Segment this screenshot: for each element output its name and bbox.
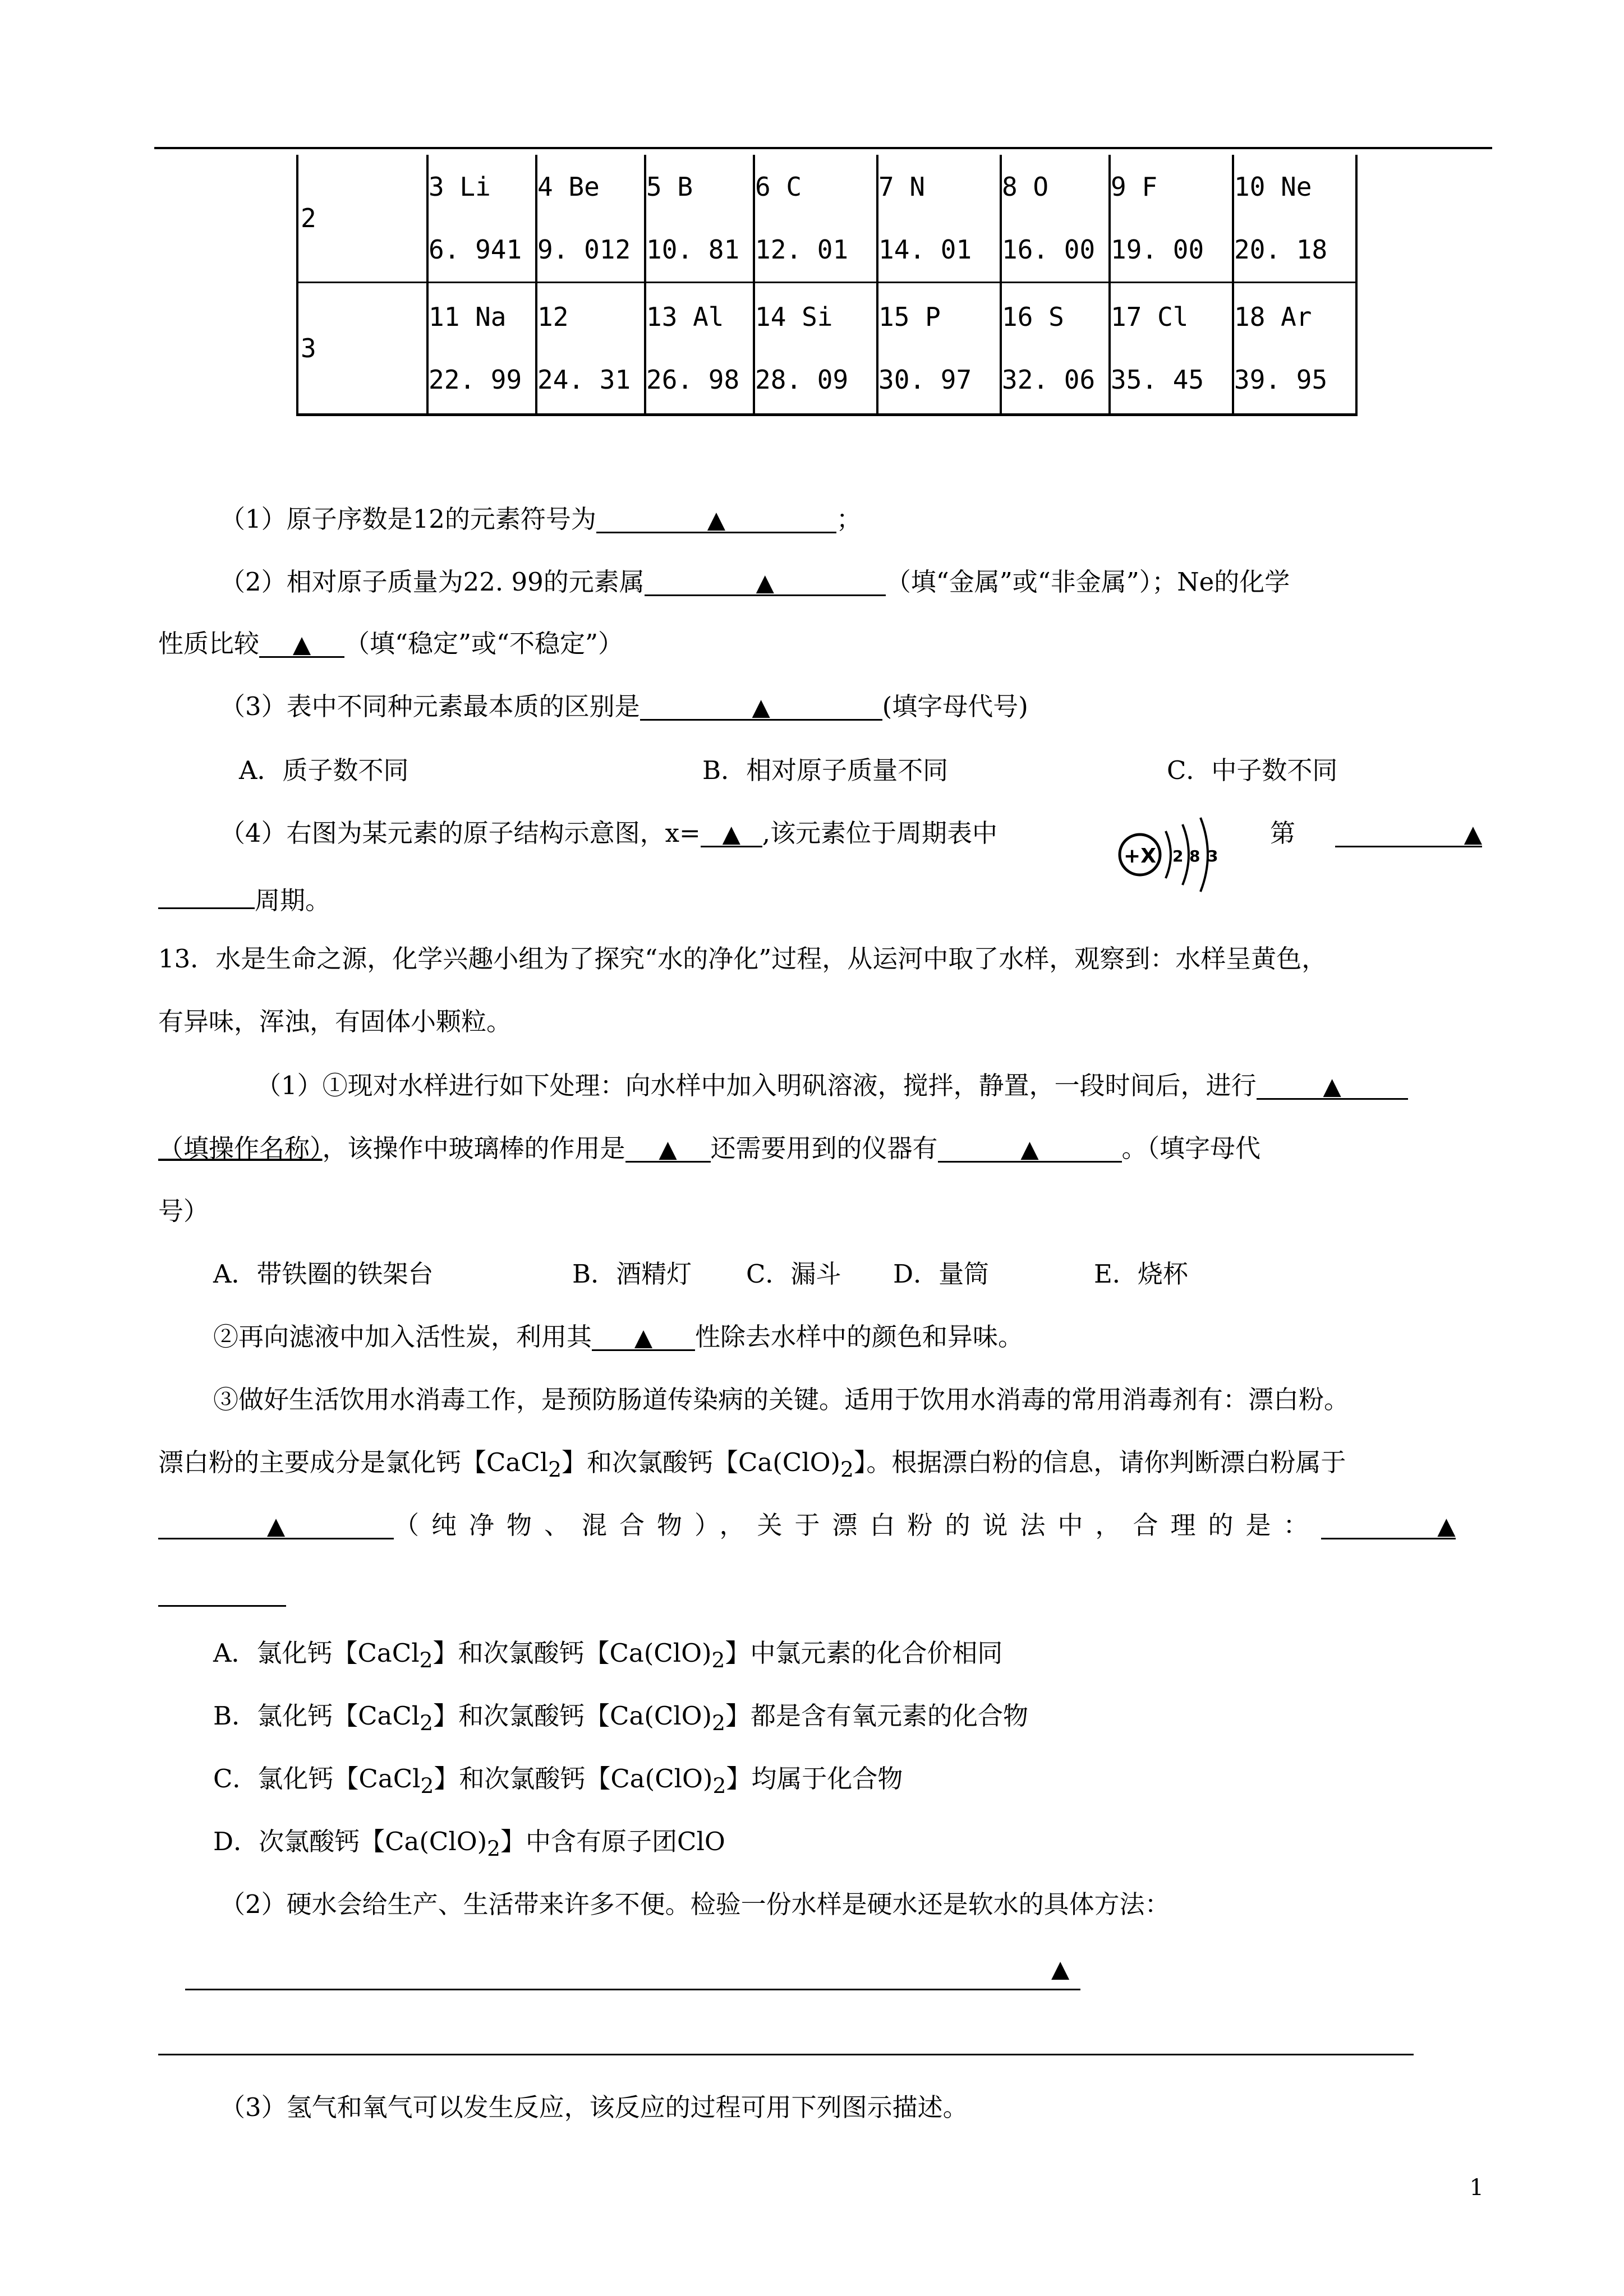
element-cell: 7 N 14. 01 xyxy=(877,155,1001,283)
shell-1-count: 2 xyxy=(1172,847,1184,865)
option: C．氯化钙【CaCl$_2$】和次氯酸钙【$Ca(ClO)_2$】均属于化合物 xyxy=(213,1764,903,1798)
q13-part1-end: 号） xyxy=(158,1196,209,1226)
answer-line[interactable] xyxy=(158,2054,1414,2055)
option: D．次氯酸钙【$Ca(ClO)_2$】中含有原子团ClO xyxy=(213,1827,725,1861)
element-cell: 9 F 19. 00 xyxy=(1110,155,1233,283)
answer-blank[interactable]: ▲ xyxy=(592,1320,695,1351)
option: B．氯化钙【CaCl$_2$】和次氯酸钙【$Ca(ClO)_2$】都是含有氧元素的化合物 xyxy=(213,1701,1028,1735)
element-cell: 17 Cl 35. 45 xyxy=(1110,283,1233,415)
shell-2-count: 8 xyxy=(1189,847,1200,865)
answer-blank[interactable]: ▲ xyxy=(1321,1509,1456,1539)
element-cell: 18 Ar 39. 95 xyxy=(1233,283,1356,415)
q13-part3: ③做好生活饮用水消毒工作，是预防肠道传染病的关键。适用于饮用水消毒的常用消毒剂有：漂白粉。 xyxy=(213,1385,1350,1414)
answer-line[interactable] xyxy=(158,1605,286,1607)
element-cell: 11 Na 22. 99 xyxy=(427,283,536,415)
nucleus-label: +X xyxy=(1124,845,1156,868)
option: A．带铁圈的铁架台 xyxy=(213,1259,434,1289)
element-cell: 4 Be 9. 012 xyxy=(536,155,645,283)
answer-blank[interactable]: ▲ xyxy=(1335,817,1482,850)
option: E．烧杯 xyxy=(1094,1259,1188,1289)
table-row xyxy=(297,283,1356,415)
question-4-label: 第 xyxy=(1270,818,1296,848)
element-cell: 8 O 16. 00 xyxy=(1001,155,1110,283)
element-cell: 16 S 32. 06 xyxy=(1001,283,1110,415)
question-13-cont: 有异味，浑浊，有固体小颗粒。 xyxy=(158,1007,512,1036)
option: C．中子数不同 xyxy=(1167,755,1338,785)
period-number: 2 xyxy=(297,155,427,283)
element-cell: 3 Li 6. 941 xyxy=(427,155,536,283)
element-cell: 12 24. 31 xyxy=(536,283,645,415)
option: A．质子数不同 xyxy=(239,755,409,785)
q13-part3-cont2: ▲ （纯净物、混合物），关于漂白粉的说法中，合理的是： ▲ xyxy=(158,1509,1456,1542)
period-number: 3 xyxy=(297,283,427,415)
atom-structure-diagram xyxy=(1116,812,1240,895)
answer-blank[interactable]: ▲ xyxy=(625,1132,711,1163)
option: B．相对原子质量不同 xyxy=(702,755,949,785)
q13-q2: （2）硬水会给生产、生活带来许多不便。检验一份水样是硬水还是软水的具体方法： xyxy=(220,1889,1170,1919)
question-1: （1）原子序数是12的元素符号为 ▲ ； xyxy=(220,502,862,536)
blank-mark: ▲ xyxy=(1051,1955,1070,1983)
q13-part3-cont: 漂白粉的主要成分是氯化钙【CaCl$_2$】和次氯酸钙【$Ca(ClO)_2$】。根据漂白粉的信息，请你判断漂白粉属于 xyxy=(158,1447,1346,1482)
element-cell: 15 P 30. 97 xyxy=(877,283,1001,415)
answer-blank[interactable]: ▲ xyxy=(1257,1069,1408,1100)
q13-part2: ②再向滤液中加入活性炭，利用其 ▲ 性除去水样中的颜色和异味。 xyxy=(213,1320,1023,1354)
header-rule xyxy=(154,147,1492,149)
question-4-cont: 周期。 xyxy=(158,878,330,918)
element-cell: 13 Al 26. 98 xyxy=(645,283,754,415)
periodic-table xyxy=(296,155,1358,416)
answer-blank[interactable]: ▲ xyxy=(158,1509,394,1539)
question-4: （4）右图为某元素的原子结构示意图，x= ▲ ,该元素位于周期表中 xyxy=(220,817,997,850)
option: A．氯化钙【CaCl$_2$】和次氯酸钙【$Ca(ClO)_2$】中氯元素的化合价相同 xyxy=(213,1638,1003,1672)
answer-blank[interactable]: ▲ xyxy=(938,1132,1122,1163)
option: D．量筒 xyxy=(893,1259,990,1289)
q13-part1-cont: （填操作名称），该操作中玻璃棒的作用是 ▲ 还需要用到的仪器有 ▲ 。（填字母代 xyxy=(158,1132,1260,1165)
q13-part1: （1）①现对水样进行如下处理：向水样中加入明矾溶液，搅拌，静置，一段时间后，进行 ▲ xyxy=(256,1069,1408,1103)
table-row xyxy=(297,155,1356,283)
answer-blank[interactable]: ▲ xyxy=(640,690,882,721)
element-cell: 5 B 10. 81 xyxy=(645,155,754,283)
shell-3-count: 3 xyxy=(1207,847,1218,865)
element-cell: 14 Si 28. 09 xyxy=(754,283,877,415)
answer-blank[interactable]: ▲ xyxy=(596,502,836,533)
question-2: （2）相对原子质量为22. 99的元素属 ▲ （填“金属”或“非金属”）；Ne的化学 xyxy=(220,565,1290,599)
option: C．漏斗 xyxy=(746,1259,841,1289)
option: B．酒精灯 xyxy=(572,1259,692,1289)
q13-q3: （3）氢气和氧气可以发生反应，该反应的过程可用下列图示描述。 xyxy=(220,2092,968,2122)
question-2-cont: 性质比较 ▲ （填“稳定”或“不稳定”） xyxy=(158,627,623,661)
answer-blank[interactable]: ▲ xyxy=(259,627,344,658)
question-3: （3）表中不同种元素最本质的区别是 ▲ (填字母代号) xyxy=(220,690,1028,723)
element-cell: 10 Ne 20. 18 xyxy=(1233,155,1356,283)
answer-line[interactable] xyxy=(185,1989,1080,1990)
question-13: 13．水是生命之源，化学兴趣小组为了探究“水的净化”过程，从运河中取了水样，观察到：水样呈黄色， xyxy=(158,944,1327,974)
element-cell: 6 C 12. 01 xyxy=(754,155,877,283)
answer-blank[interactable]: ▲ xyxy=(645,565,886,596)
page-number: 1 xyxy=(1469,2175,1484,2201)
answer-blank[interactable]: ▲ xyxy=(701,817,762,847)
